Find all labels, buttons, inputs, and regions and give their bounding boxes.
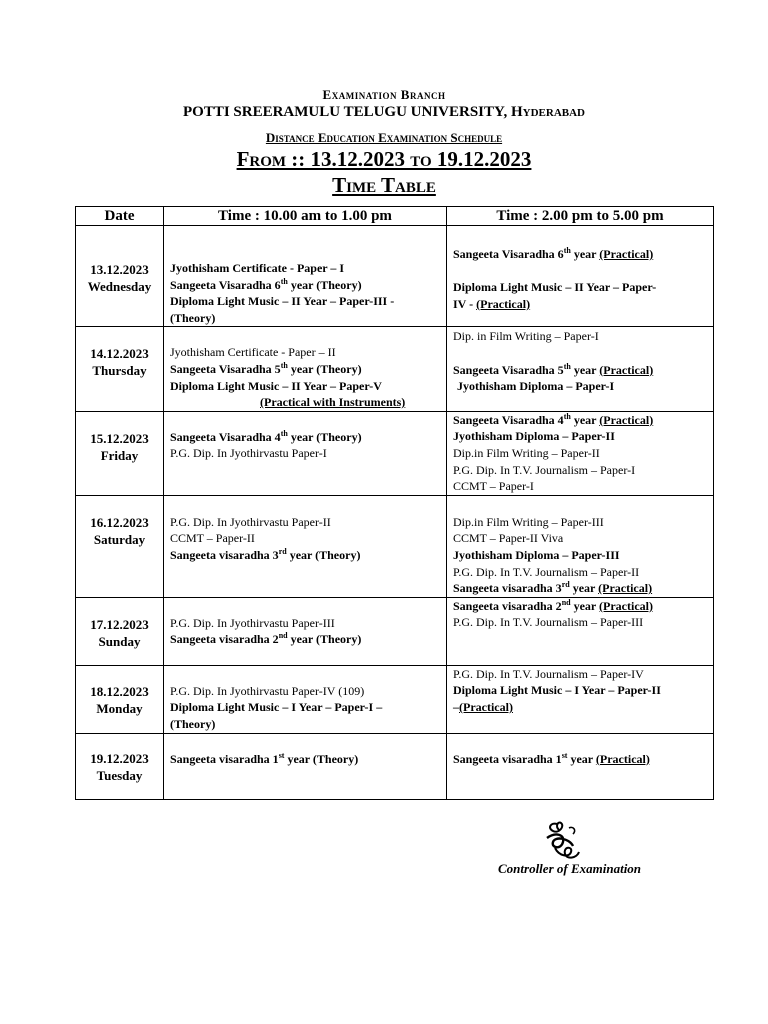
exam-text: year (Theory) xyxy=(287,277,362,292)
exam-entry: P.G. Dip. In Jyothirvastu Paper-I xyxy=(170,446,327,461)
date-cell xyxy=(76,411,164,495)
row-date: 19.12.2023 xyxy=(90,750,149,766)
exam-entry xyxy=(453,751,709,768)
date-cell xyxy=(76,597,164,665)
exam-text: Sangeeta Visaradha 6 xyxy=(170,277,281,292)
afternoon-cell xyxy=(447,495,714,597)
exam-entry xyxy=(453,362,709,379)
table-row xyxy=(76,411,714,495)
university-city: Hyderabad xyxy=(510,104,585,120)
exam-text: IV - xyxy=(453,296,477,311)
row-date: 17.12.2023 xyxy=(90,616,149,632)
exam-entry: P.G. Dip. In T.V. Journalism – Paper-IV xyxy=(453,666,644,681)
morning-cell xyxy=(164,226,447,327)
table-row xyxy=(76,597,714,665)
exam-text: year xyxy=(570,362,600,377)
exam-entry: Jyothisham Certificate - Paper – II xyxy=(170,345,336,360)
ordinal-suffix: th xyxy=(563,411,571,421)
practical-tag: (Practical) xyxy=(599,362,654,377)
exam-entry: P.G. Dip. In Jyothirvastu Paper-III xyxy=(170,615,335,630)
row-day: Friday xyxy=(100,447,139,463)
morning-cell xyxy=(164,495,447,597)
exam-entry xyxy=(170,429,442,446)
university-name-text: POTTI SREERAMULU TELUGU UNIVERSITY, xyxy=(182,104,508,120)
ordinal-suffix: nd xyxy=(561,597,571,607)
exam-entry: P.G. Dip. In T.V. Journalism – Paper-I xyxy=(453,462,636,477)
afternoon-cell xyxy=(447,665,714,733)
exam-text: year (Theory) xyxy=(284,751,359,766)
exam-entry: P.G. Dip. In Jyothirvastu Paper-IV (109) xyxy=(170,683,365,698)
header-date: Date xyxy=(76,207,164,226)
date-cell xyxy=(76,327,164,411)
timetable-title xyxy=(0,173,768,198)
exam-text: Sangeeta visaradha 2 xyxy=(453,598,562,613)
morning-cell xyxy=(164,327,447,411)
exam-entry: CCMT – Paper-II xyxy=(170,531,255,546)
date-cell xyxy=(76,733,164,799)
exam-entry: CCMT – Paper-I xyxy=(453,479,534,494)
ordinal-suffix: nd xyxy=(278,631,288,641)
exam-text: year (Theory) xyxy=(287,632,362,647)
exam-text: Sangeeta visaradha 3 xyxy=(453,581,562,596)
ordinal-suffix: th xyxy=(280,276,288,286)
exam-entry: (Practical with Instruments) xyxy=(260,395,406,410)
exam-timetable xyxy=(75,206,714,800)
ordinal-suffix: th xyxy=(563,246,571,255)
header-afternoon: Time : 2.00 pm to 5.00 pm xyxy=(447,207,714,226)
exam-entry: CCMT – Paper-II Viva xyxy=(453,531,564,546)
morning-cell xyxy=(164,411,447,495)
practical-tag: (Practical) xyxy=(599,598,653,613)
afternoon-cell xyxy=(447,411,714,495)
exam-entry xyxy=(453,246,709,263)
spacer xyxy=(453,263,709,280)
practical-tag: (Practical) xyxy=(598,581,653,596)
exam-text: year xyxy=(570,412,600,427)
afternoon-cell xyxy=(447,733,714,799)
practical-tag: (Practical) xyxy=(476,296,531,311)
exam-text: Sangeeta visaradha 3 xyxy=(170,547,279,562)
exam-entry: Diploma Light Music – II Year – Paper- xyxy=(453,280,657,295)
schedule-title-text: Distance Education Examination Schedule xyxy=(265,130,503,145)
practical-tag: (Practical) xyxy=(599,412,654,427)
row-day: Saturday xyxy=(93,531,146,547)
exam-text: Sangeeta Visaradha 4 xyxy=(453,412,564,427)
ordinal-suffix: th xyxy=(280,360,288,370)
exam-entry: Diploma Light Music – I Year – Paper-II xyxy=(453,683,661,698)
exam-entry xyxy=(170,751,442,768)
exam-text: Sangeeta Visaradha 5 xyxy=(453,362,564,377)
morning-cell xyxy=(164,597,447,665)
morning-cell xyxy=(164,665,447,733)
exam-entry: P.G. Dip. In Jyothirvastu Paper-II xyxy=(170,514,331,529)
afternoon-cell xyxy=(447,226,714,327)
exam-entry xyxy=(170,361,442,378)
exam-text: Sangeeta visaradha 1 xyxy=(170,751,279,766)
exam-text: Sangeeta visaradha 1 xyxy=(453,751,562,766)
spacer xyxy=(453,345,709,362)
exam-entry: Dip. in Film Writing – Paper-I xyxy=(453,329,599,344)
exam-text: Sangeeta Visaradha 6 xyxy=(453,247,564,261)
exam-entry: P.G. Dip. In T.V. Journalism – Paper-III xyxy=(453,615,644,630)
exam-text: year (Theory) xyxy=(286,547,361,562)
exam-entry xyxy=(170,547,442,564)
row-day: Thursday xyxy=(92,363,147,379)
exam-text: Sangeeta Visaradha 5 xyxy=(170,361,281,376)
exam-entry: P.G. Dip. In T.V. Journalism – Paper-II xyxy=(453,564,640,579)
header-morning: Time : 10.00 am to 1.00 pm xyxy=(164,207,447,226)
exam-entry: (Theory) xyxy=(170,716,216,731)
row-day: Tuesday xyxy=(96,767,143,783)
university-name xyxy=(0,104,768,121)
table-row xyxy=(76,226,714,327)
controller-signature-label: Controller of Examination xyxy=(498,861,642,876)
timetable-title-text: Time Table xyxy=(332,173,436,197)
exam-entry: Diploma Light Music – II Year – Paper-V xyxy=(170,378,382,393)
exam-text: year (Theory) xyxy=(287,361,362,376)
row-day: Sunday xyxy=(98,633,141,649)
ordinal-suffix: rd xyxy=(278,546,287,556)
row-date: 14.12.2023 xyxy=(90,346,149,362)
exam-entry xyxy=(453,699,709,716)
row-date: 16.12.2023 xyxy=(90,514,149,530)
ordinal-suffix: th xyxy=(280,428,288,438)
exam-text: – xyxy=(453,699,459,714)
signature-icon xyxy=(543,818,583,862)
date-range xyxy=(0,147,768,172)
exam-entry xyxy=(453,580,709,597)
date-range-text: From :: 13.12.2023 to 19.12.2023 xyxy=(236,147,532,171)
exam-entry xyxy=(453,412,709,429)
table-row xyxy=(76,733,714,799)
exam-entry xyxy=(453,296,709,313)
exam-entry: Dip.in Film Writing – Paper-III xyxy=(453,514,604,529)
table-header-row xyxy=(76,207,714,226)
ordinal-suffix: th xyxy=(563,361,571,371)
practical-tag: (Practical) xyxy=(459,699,513,714)
exam-text: year xyxy=(567,751,596,766)
afternoon-cell xyxy=(447,597,714,665)
row-day: Monday xyxy=(96,700,143,716)
exam-entry: Jyothisham Diploma – Paper-I xyxy=(457,379,615,394)
ordinal-suffix: st xyxy=(561,750,568,760)
table-row xyxy=(76,327,714,411)
row-date: 15.12.2023 xyxy=(90,430,149,446)
exam-entry xyxy=(170,631,442,648)
exam-entry xyxy=(170,277,442,294)
table-row xyxy=(76,665,714,733)
exam-entry: Diploma Light Music – II Year – Paper-III - xyxy=(170,294,395,309)
practical-tag: (Practical) xyxy=(599,247,654,261)
morning-cell xyxy=(164,733,447,799)
exam-entry: Jyothisham Diploma – Paper-III xyxy=(453,547,620,562)
branch-title: Examination Branch xyxy=(322,87,446,102)
ordinal-suffix: rd xyxy=(561,580,570,590)
date-cell xyxy=(76,665,164,733)
exam-text: Sangeeta Visaradha 4 xyxy=(170,429,281,444)
schedule-title xyxy=(0,130,768,146)
exam-text: year xyxy=(570,598,600,613)
practical-tag: (Practical) xyxy=(595,751,650,766)
exam-text: year xyxy=(569,581,599,596)
exam-entry: Dip.in Film Writing – Paper-II xyxy=(453,445,600,460)
exam-entry: Jyothisham Certificate - Paper – I xyxy=(170,261,345,275)
ordinal-suffix: st xyxy=(278,750,285,760)
exam-text: Sangeeta visaradha 2 xyxy=(170,632,279,647)
date-cell xyxy=(76,226,164,327)
exam-text: year xyxy=(570,247,600,261)
row-day: Wednesday xyxy=(87,279,152,294)
afternoon-cell xyxy=(447,327,714,411)
exam-text: year (Theory) xyxy=(287,429,362,444)
row-date: 18.12.2023 xyxy=(90,683,149,699)
exam-entry: Jyothisham Diploma – Paper-II xyxy=(453,429,615,444)
exam-entry: (Theory) xyxy=(170,310,216,325)
exam-entry xyxy=(453,598,709,615)
row-date: 13.12.2023 xyxy=(90,262,149,277)
date-cell xyxy=(76,495,164,597)
table-row xyxy=(76,495,714,597)
exam-entry: Diploma Light Music – I Year – Paper-I – xyxy=(170,700,383,715)
